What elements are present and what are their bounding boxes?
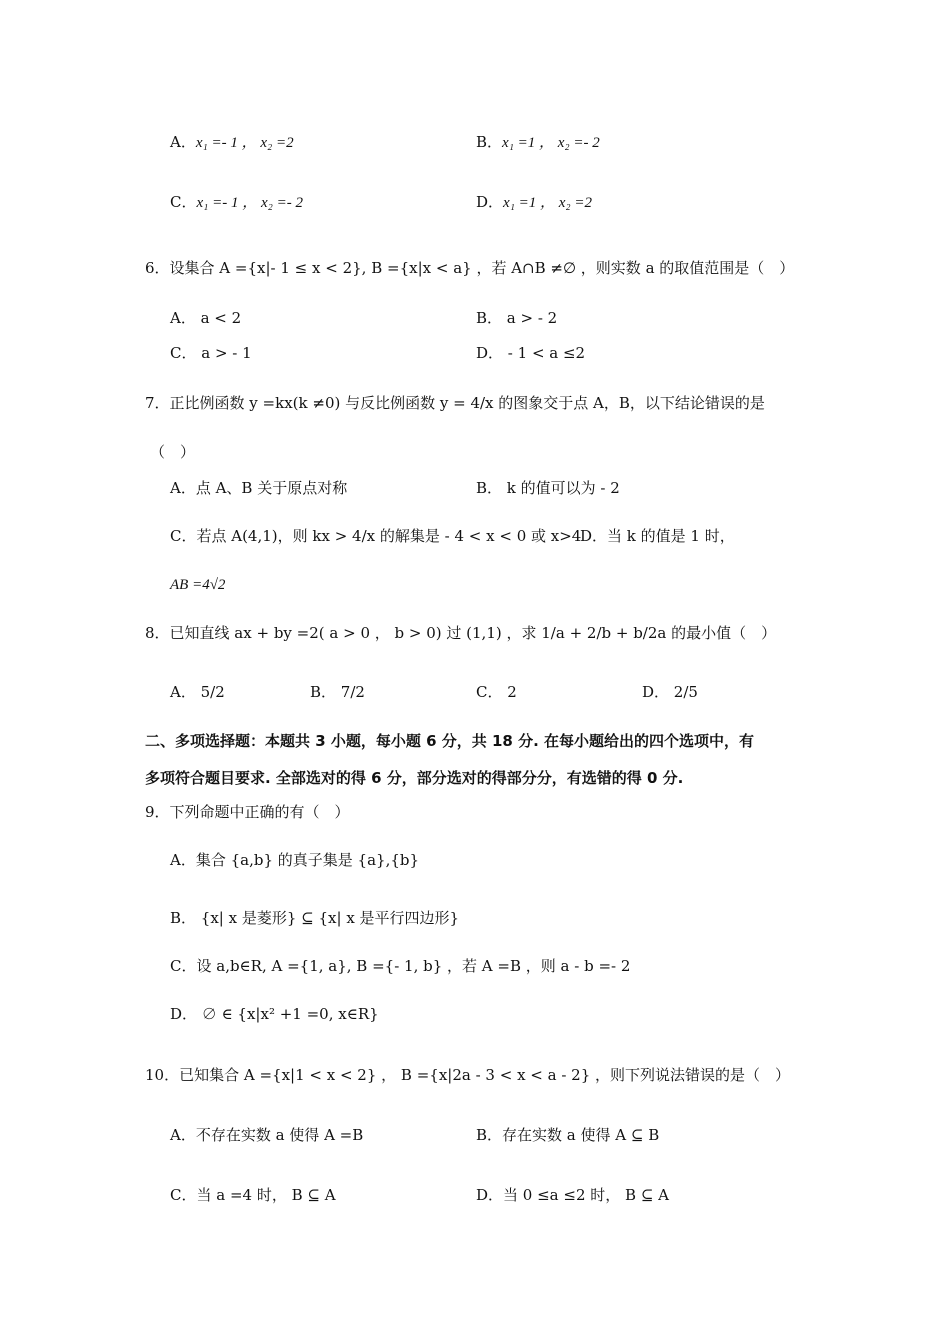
option-b: B． a > - 2 [476,309,558,327]
option-c: C．x₁ =- 1 ， x₂ =- 2 [170,193,303,211]
option-d: D．当 k 的值是 1 时， [580,527,735,545]
section-heading-line-1: 二、多项选择题：本题共 3 小题，每小题 6 分，共 18 分. 在每小题给出的四个选项中，有 [145,732,755,750]
option-d: D． 2/5 [642,683,698,701]
option-d-continued: AB =4√2 [170,577,226,593]
question-stem: 8．已知直线 ax + by =2( a > 0 ， b > 0) 过 (1,1) ，求 1/a + 2/b + b/2a 的最小值（ ） [145,624,777,642]
option-d: D．当 0 ≤a ≤2 时， B ⊆ A [476,1186,669,1204]
option-a: A．点 A、B 关于原点对称 [170,479,348,497]
question-stem: 6．设集合 A ={x|- 1 ≤ x < 2}, B ={x|x < a} ，若 A∩B ≠∅ ，则实数 a 的取值范围是（ ） [145,259,795,277]
option-d: D． ∅ ∈ {x|x² +1 =0, x∈R} [170,1005,379,1023]
option-b: B．存在实数 a 使得 A ⊆ B [476,1126,660,1144]
option-b: B． 7/2 [310,683,365,701]
option-d: D．x₁ =1 ， x₂ =2 [476,193,593,211]
section-heading-line-2: 多项符合题目要求. 全部选对的得 6 分，部分选对的得部分分，有选错的得 0 分. [145,769,684,787]
option-c: C．设 a,b∈R, A ={1, a}, B ={- 1, b} ，若 A =B ，则 a - b =- 2 [170,957,631,975]
option-b: B． k 的值可以为 - 2 [476,479,620,497]
option-d: D． - 1 < a ≤2 [476,344,586,362]
question-stem: 7．正比例函数 y =kx(k ≠0) 与反比例函数 y = 4/x 的图象交于点 A，B，以下结论错误的是 [145,394,765,412]
option-c: C． 2 [476,683,517,701]
option-a: A．不存在实数 a 使得 A =B [170,1126,364,1144]
option-c: C．若点 A(4,1)，则 kx > 4/x 的解集是 - 4 < x < 0 或 x>4 [170,527,582,545]
option-a: A．x₁ =- 1 ， x₂ =2 [170,133,294,151]
option-c: C． a > - 1 [170,344,252,362]
option-a: A．集合 {a,b} 的真子集是 {a},{b} [170,851,420,869]
option-b: B．x₁ =1 ， x₂ =- 2 [476,133,600,151]
option-c: C．当 a =4 时， B ⊆ A [170,1186,336,1204]
question-stem: 10．已知集合 A ={x|1 < x < 2} ， B ={x|2a - 3 < x < a - 2} ，则下列说法错误的是（ ） [145,1066,791,1084]
option-a: A． a < 2 [170,309,242,327]
option-b: B． {x| x 是菱形} ⊆ {x| x 是平行四边形} [170,909,460,927]
option-a: A． 5/2 [170,683,225,701]
question-stem: 9．下列命题中正确的有（ ） [145,803,350,821]
answer-paren: （ ） [150,443,196,461]
